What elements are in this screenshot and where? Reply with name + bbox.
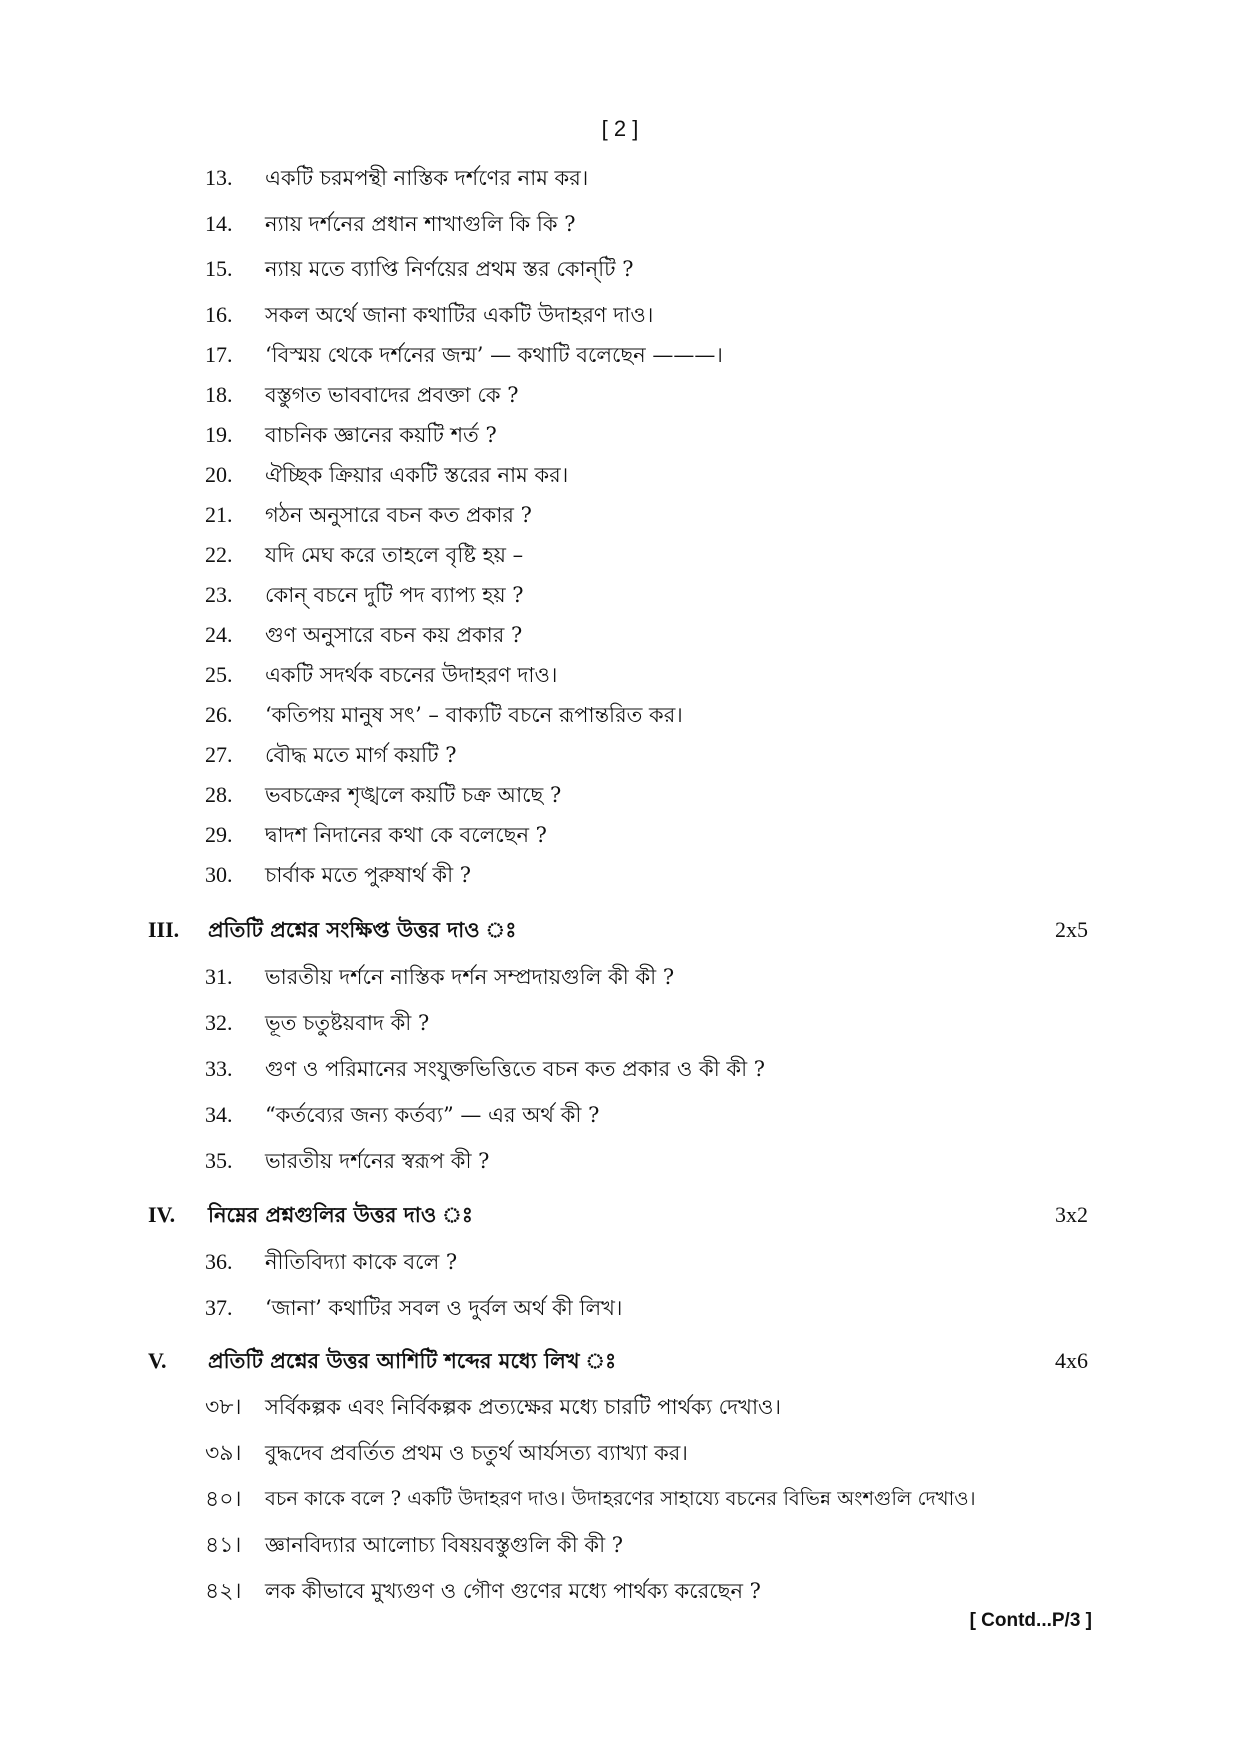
question-number: 25. (205, 662, 233, 687)
question-number: 22. (205, 542, 233, 567)
question-item (205, 338, 1105, 372)
question-item (205, 378, 1105, 412)
question-text: গুণ ও পরিমানের সংযুক্তভিত্তিতে বচন কত প্রকার ও কী কী ? (265, 1057, 766, 1081)
question-number: 37. (205, 1295, 233, 1320)
question-text: ন্যায় দর্শনের প্রধান শাখাগুলি কি কি ? (265, 212, 576, 236)
question-item (205, 618, 1105, 652)
question-item (205, 458, 1105, 492)
question-item (205, 1528, 1105, 1562)
question-item (205, 658, 1105, 692)
question-text: গুণ অনুসারে বচন কয় প্রকার ? (265, 623, 523, 647)
question-item (205, 1291, 1105, 1325)
section-marks: 2x5 (1055, 917, 1088, 942)
section-heading (148, 912, 1088, 948)
section-heading (148, 1343, 1088, 1379)
question-item (205, 538, 1105, 572)
question-text: নীতিবিদ্যা কাকে বলে ? (265, 1250, 458, 1274)
question-item (205, 1436, 1105, 1470)
question-text: বুদ্ধদেব প্রবর্তিত প্রথম ও চতুর্থ আর্যসত্য ব্যাখ্যা কর। (265, 1441, 688, 1465)
question-item (205, 1006, 1105, 1040)
section-title: নিম্নের প্রশ্নগুলির উত্তর দাও ঃ (208, 1202, 473, 1227)
question-text: বচন কাকে বলে ? একটি উদাহরণ দাও। উদাহরণের সাহায্যে বচনের বিভিন্ন অংশগুলি দেখাও। (265, 1487, 976, 1510)
question-number: 24. (205, 622, 233, 647)
question-item (205, 252, 1105, 286)
question-text: ‘বিস্ময় থেকে দর্শনের জন্ম’ — কথাটি বলেছেন ———। (265, 343, 723, 367)
question-item (205, 1574, 1105, 1608)
question-number: 31. (205, 964, 233, 989)
page-number: [ 2 ] (601, 116, 639, 141)
question-number: 29. (205, 822, 233, 847)
question-number: 28. (205, 782, 233, 807)
question-item (205, 1390, 1105, 1424)
question-text: লক কীভাবে মুখ্যগুণ ও গৌণ গুণের মধ্যে পার্থক্য করেছেন ? (265, 1579, 761, 1603)
question-item (205, 1482, 1105, 1516)
question-text: ন্যায় মতে ব্যাপ্তি নির্ণয়ের প্রথম স্তর কোন্‌টি ? (265, 257, 634, 281)
question-item (205, 1245, 1105, 1279)
question-item (205, 1052, 1105, 1086)
question-item (205, 738, 1105, 772)
question-text: জ্ঞানবিদ্যার আলোচ্য বিষয়বস্তুগুলি কী কী ? (265, 1533, 624, 1557)
question-item (205, 161, 1105, 195)
question-number: 27. (205, 742, 233, 767)
question-number: 13. (205, 165, 233, 190)
question-text: “কর্তব্যের জন্য কর্তব্য” — এর অর্থ কী ? (265, 1103, 600, 1127)
question-item (205, 1144, 1105, 1178)
question-number: 19. (205, 422, 233, 447)
question-item (205, 698, 1105, 732)
question-text: বস্তুগত ভাববাদের প্রবক্তা কে ? (265, 383, 519, 407)
question-item (205, 498, 1105, 532)
section-title: প্রতিটি প্রশ্নের উত্তর আশিটি শব্দের মধ্যে লিখ ঃ (208, 1348, 617, 1373)
question-text: বাচনিক জ্ঞানের কয়টি শর্ত ? (265, 423, 497, 447)
question-number: 15. (205, 256, 233, 281)
question-number: ৩৯। (205, 1440, 242, 1465)
question-item (205, 858, 1105, 892)
question-text: যদি মেঘ করে তাহলে বৃষ্টি হয় – (265, 543, 524, 567)
question-number: ৪১। (205, 1532, 242, 1557)
section-marks: 4x6 (1055, 1348, 1088, 1373)
question-text: ভবচক্রের শৃঙ্খলে কয়টি চক্র আছে ? (265, 783, 562, 807)
question-text: গঠন অনুসারে বচন কত প্রকার ? (265, 503, 532, 527)
question-number: 20. (205, 462, 233, 487)
question-text: ভারতীয় দর্শনে নাস্তিক দর্শন সম্প্রদায়গুলি কী কী ? (265, 965, 675, 989)
question-item (205, 778, 1105, 812)
question-text: কোন্‌ বচনে দুটি পদ ব্যাপ্য হয় ? (265, 583, 524, 607)
question-text: ঐচ্ছিক ক্রিয়ার একটি স্তরের নাম কর। (265, 463, 569, 487)
continued-note: [ Contd...P/3 ] (969, 1610, 1092, 1631)
question-item (205, 960, 1105, 994)
question-number: 30. (205, 862, 233, 887)
question-number: 32. (205, 1010, 233, 1035)
section-number: IV. (148, 1202, 176, 1227)
question-item (205, 1098, 1105, 1132)
question-text: ‘কতিপয় মানুষ সৎ’ – বাক্যটি বচনে রূপান্তরিত কর। (265, 703, 683, 727)
question-text: সর্বিকল্পক এবং নির্বিকল্পক প্রত্যক্ষের মধ্যে চারটি পার্থক্য দেখাও। (265, 1395, 782, 1419)
section-heading (148, 1197, 1088, 1233)
question-number: 16. (205, 302, 233, 327)
section-title: প্রতিটি প্রশ্নের সংক্ষিপ্ত উত্তর দাও ঃ (208, 917, 517, 942)
section-number: V. (148, 1348, 167, 1373)
question-number: 17. (205, 342, 233, 367)
question-number: ৪২। (205, 1578, 242, 1603)
question-number: 21. (205, 502, 233, 527)
question-item (205, 418, 1105, 452)
section-number: III. (148, 917, 180, 942)
question-text: একটি চরমপন্থী নাস্তিক দর্শণের নাম কর। (265, 166, 589, 190)
question-number: ৩৮। (205, 1394, 242, 1419)
question-number: ৪০। (205, 1486, 242, 1511)
question-item (205, 298, 1105, 332)
question-number: 35. (205, 1148, 233, 1173)
question-number: 14. (205, 211, 233, 236)
section-marks: 3x2 (1055, 1202, 1088, 1227)
question-number: 34. (205, 1102, 233, 1127)
question-text: চার্বাক মতে পুরুষার্থ কী ? (265, 863, 472, 887)
question-text: একটি সদর্থক বচনের উদাহরণ দাও। (265, 663, 558, 687)
question-text: ‘জানা’ কথাটির সবল ও দুর্বল অর্থ কী লিখ। (265, 1296, 623, 1320)
question-item (205, 207, 1105, 241)
question-number: 33. (205, 1056, 233, 1081)
question-item (205, 578, 1105, 612)
question-number: 36. (205, 1249, 233, 1274)
question-number: 23. (205, 582, 233, 607)
question-text: দ্বাদশ নিদানের কথা কে বলেছেন ? (265, 823, 547, 847)
question-number: 26. (205, 702, 233, 727)
question-text: বৌদ্ধ মতে মার্গ কয়টি ? (265, 743, 457, 767)
question-text: ভারতীয় দর্শনের স্বরূপ কী ? (265, 1149, 490, 1173)
question-text: ভূত চতুষ্টয়বাদ কী ? (265, 1011, 430, 1035)
question-text: সকল অর্থে জানা কথাটির একটি উদাহরণ দাও। (265, 303, 654, 327)
question-item (205, 818, 1105, 852)
question-number: 18. (205, 382, 233, 407)
